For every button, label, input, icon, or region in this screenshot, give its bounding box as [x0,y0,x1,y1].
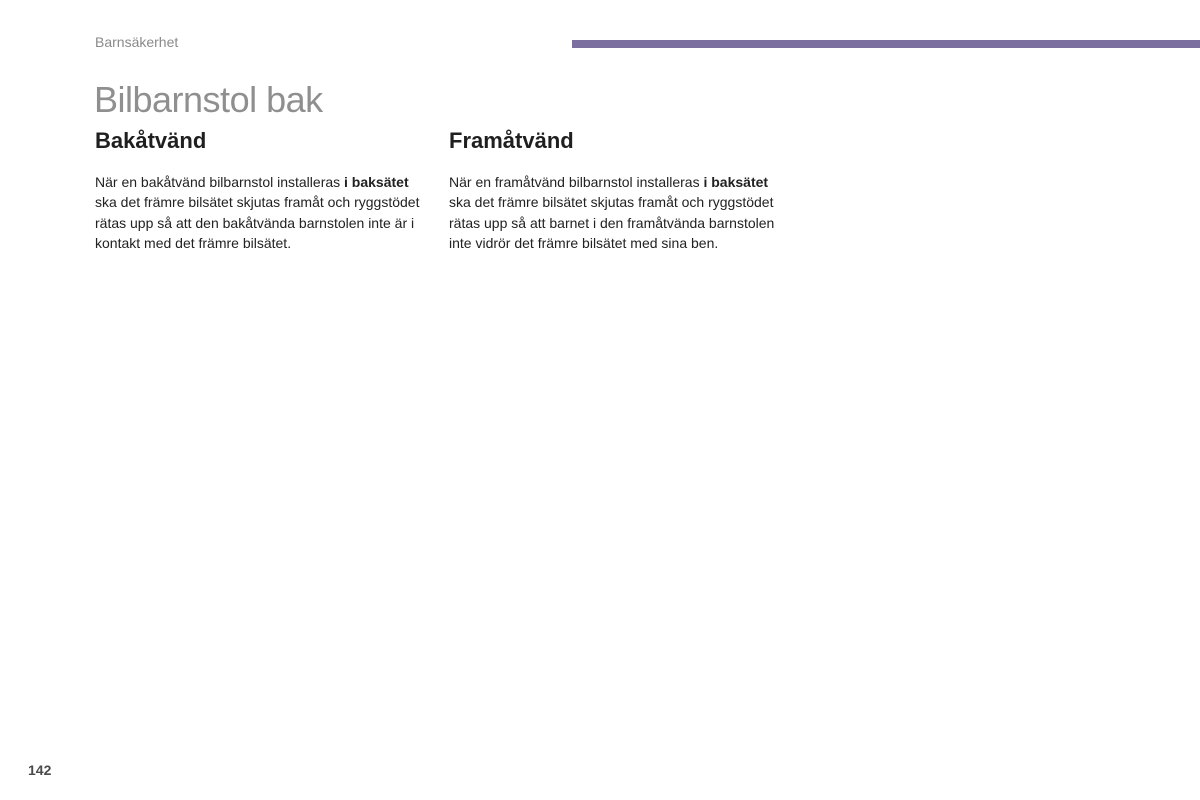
column-forward-facing [449,126,779,253]
page-number: 142 [28,762,52,778]
column-heading-forward-facing: Framåtvänd [449,128,574,153]
text-segment: ska det främre bilsätet skjutas framåt och ryggstödet rätas upp så att barnet i den framåtvända barnstolen inte vidrör det främre bilsätet med sina ben. [449,194,775,251]
column-rear-facing [95,126,430,253]
column-text-rear-facing [95,172,430,253]
text-emphasis: i baksätet [344,174,409,190]
text-segment: När en framåtvänd bilbarnstol installeras [449,174,704,190]
header-rule [572,40,1200,48]
text-segment: När en bakåtvänd bilbarnstol installeras [95,174,345,190]
column-heading-rear-facing: Bakåtvänd [95,128,207,153]
section-label: Barnsäkerhet [95,34,179,50]
text-segment: ska det främre bilsätet skjutas framåt och ryggstödet rätas upp så att den bakåtvända barnstolen inte är i kontakt med det främre bilsätet. [95,194,420,251]
text-emphasis: i baksätet [703,174,769,190]
page-title: Bilbarnstol bak [94,79,323,120]
column-text-forward-facing [449,172,779,253]
